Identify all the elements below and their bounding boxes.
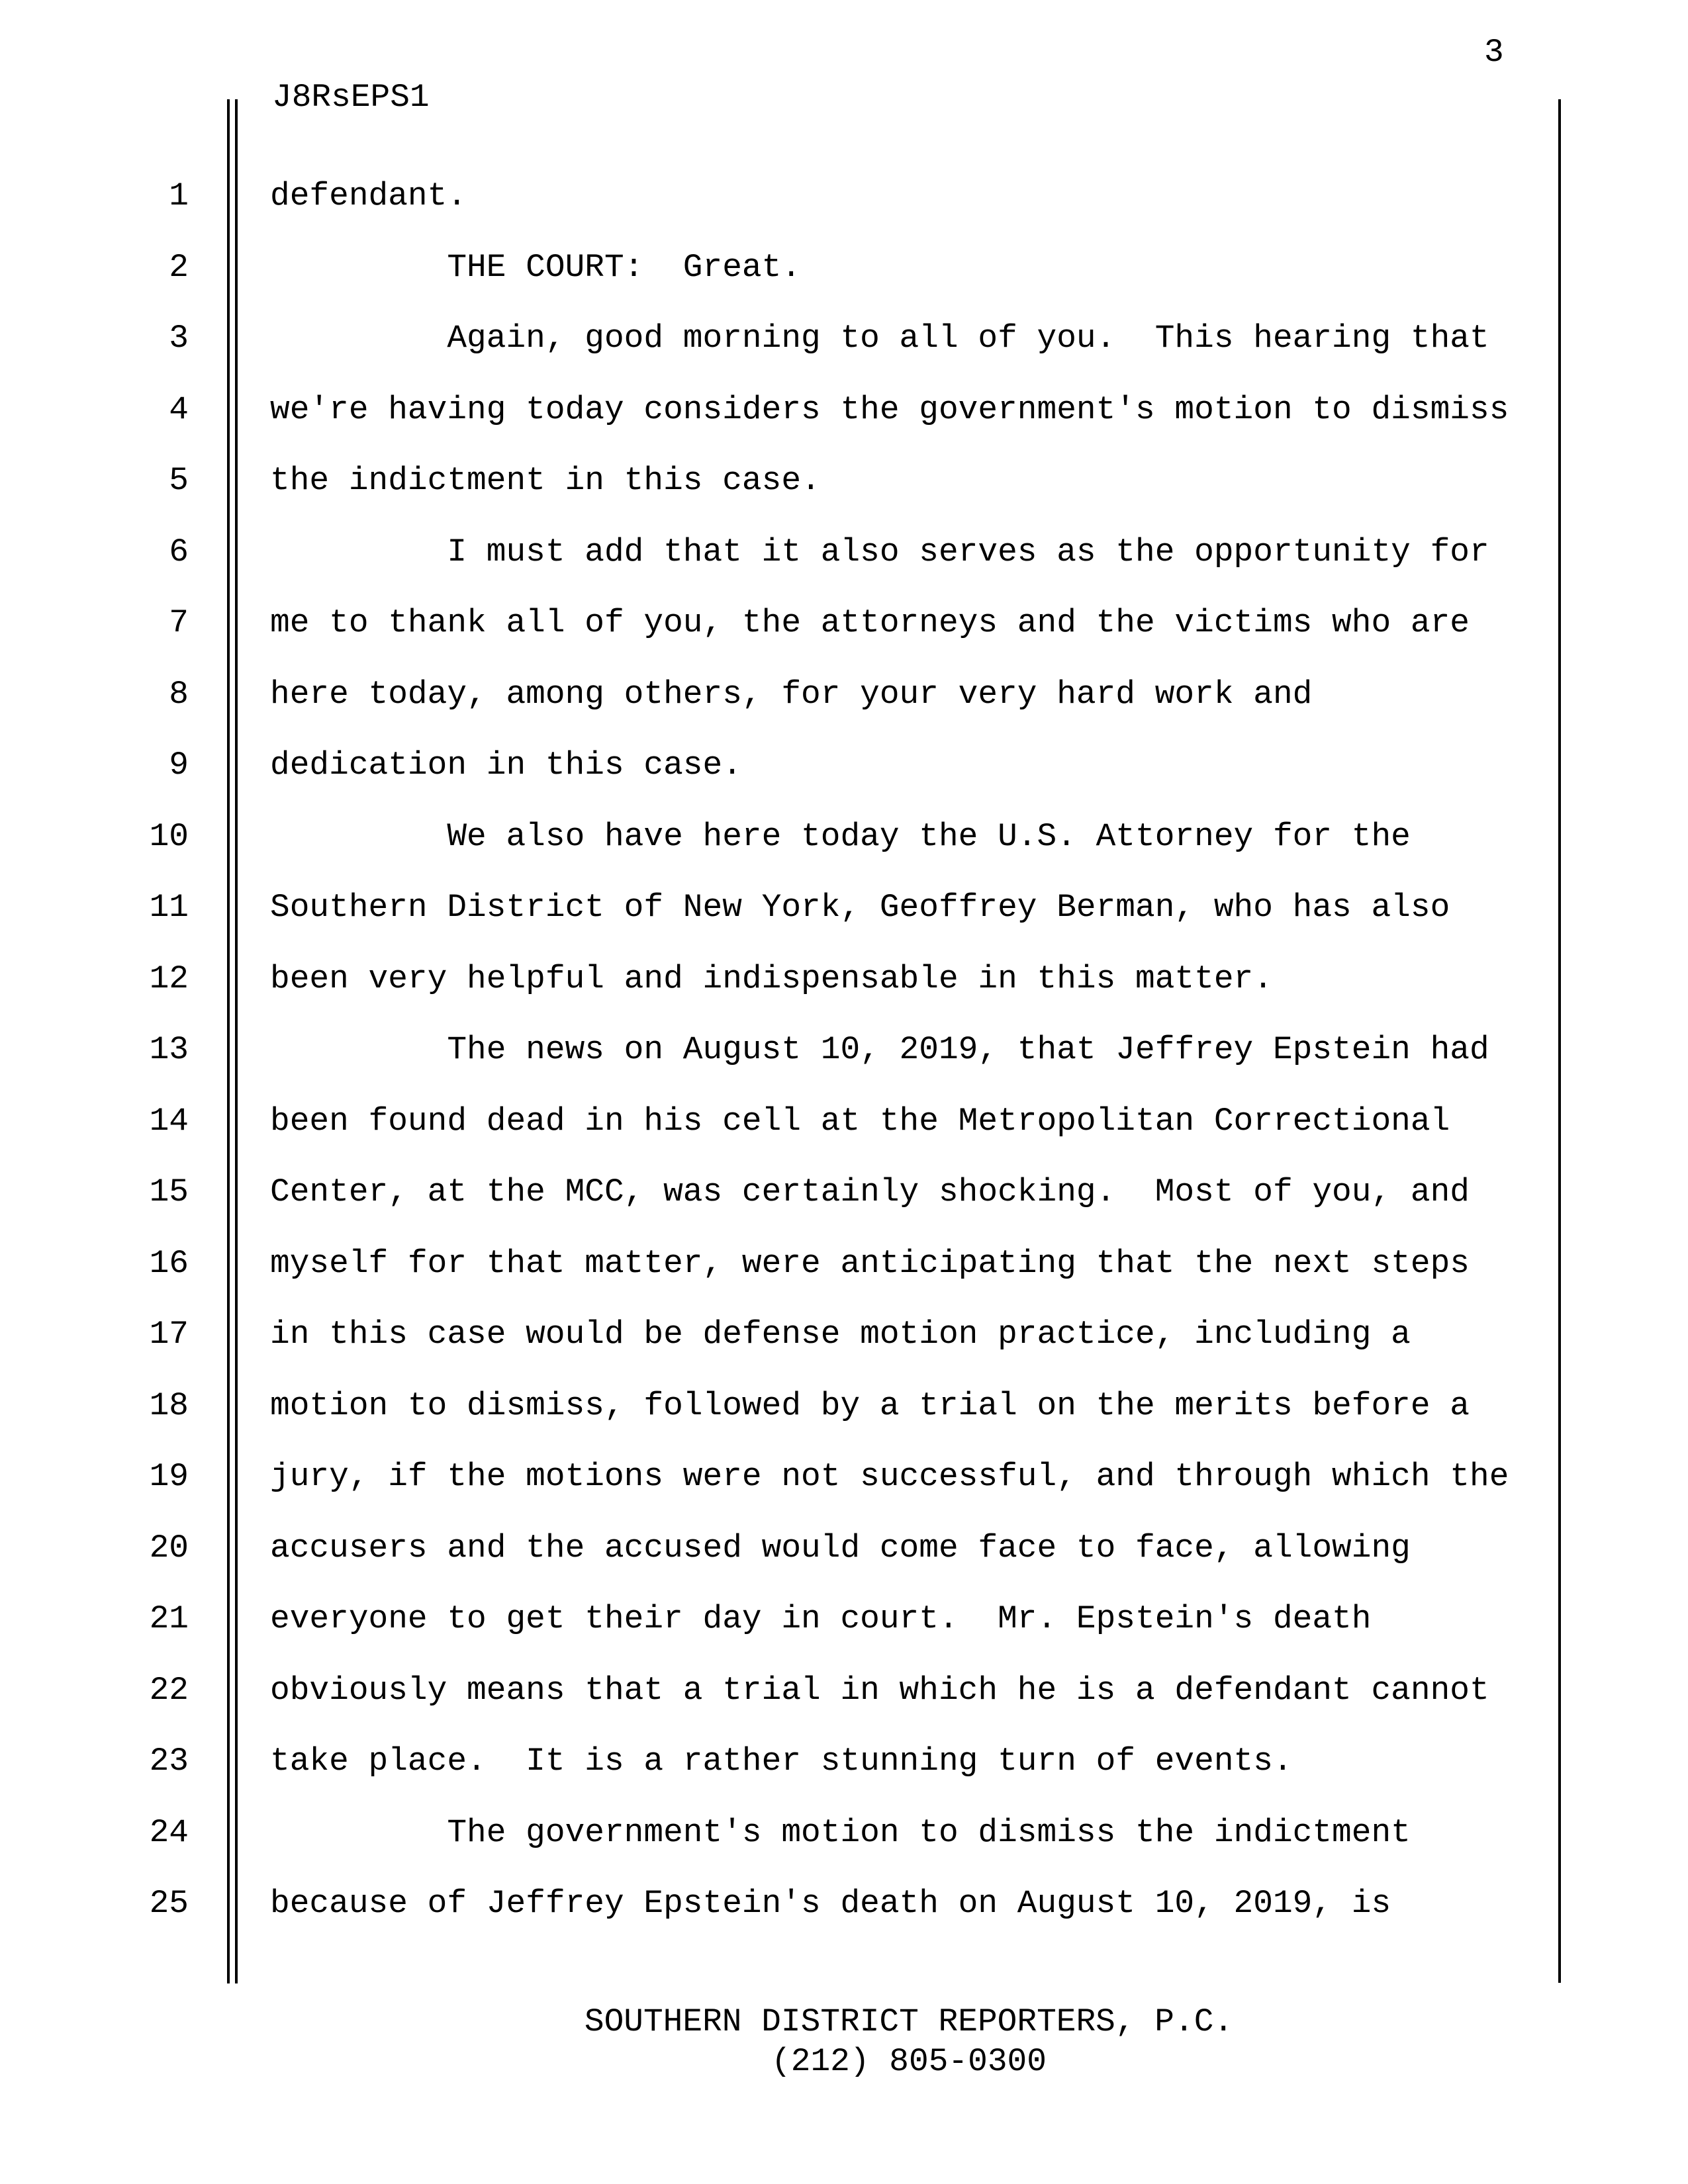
line-number: 19 <box>149 1458 189 1495</box>
line-number: 12 <box>149 960 189 997</box>
transcript-line <box>0 960 1688 1001</box>
line-text: The news on August 10, 2019, that Jeffrey Epstein had <box>270 1031 1489 1068</box>
line-number: 15 <box>149 1173 189 1210</box>
footer-reporter-name: SOUTHERN DISTRICT REPORTERS, P.C. <box>584 2003 1234 2040</box>
line-number: 6 <box>169 533 189 570</box>
line-number: 21 <box>149 1600 189 1637</box>
transcript-line <box>0 248 1688 289</box>
line-number: 25 <box>149 1885 189 1922</box>
line-text: obviously means that a trial in which he is a defendant cannot <box>270 1671 1489 1709</box>
transcript-line <box>0 1813 1688 1854</box>
transcript-line <box>0 1742 1688 1783</box>
line-number: 16 <box>149 1244 189 1282</box>
line-text: me to thank all of you, the attorneys and the victims who are <box>270 604 1470 641</box>
line-text: everyone to get their day in court. Mr. Epstein's death <box>270 1600 1372 1637</box>
line-number: 14 <box>149 1102 189 1140</box>
transcript-line <box>0 604 1688 645</box>
line-number: 8 <box>169 675 189 713</box>
line-text: because of Jeffrey Epstein's death on August 10, 2019, is <box>270 1885 1391 1922</box>
line-text: defendant. <box>270 177 467 214</box>
line-number: 18 <box>149 1387 189 1424</box>
line-number: 2 <box>169 248 189 286</box>
transcript-line <box>0 817 1688 858</box>
line-number: 13 <box>149 1031 189 1068</box>
line-text: THE COURT: Great. <box>270 248 802 286</box>
transcript-line <box>0 177 1688 218</box>
line-text: jury, if the motions were not successful, and through which the <box>270 1458 1509 1495</box>
line-number: 20 <box>149 1529 189 1567</box>
transcript-line <box>0 1244 1688 1285</box>
transcript-line <box>0 1600 1688 1641</box>
transcript-line <box>0 1529 1688 1570</box>
line-number: 23 <box>149 1743 189 1780</box>
line-number: 4 <box>169 390 189 428</box>
line-number: 24 <box>149 1813 189 1851</box>
line-text: motion to dismiss, followed by a trial on the merits before a <box>270 1387 1470 1424</box>
transcript-line <box>0 1457 1688 1498</box>
line-text: in this case would be defense motion practice, including a <box>270 1316 1411 1353</box>
footer-phone: (212) 805-0300 <box>771 2043 1047 2080</box>
line-text: Again, good morning to all of you. This hearing that <box>270 320 1489 357</box>
line-text: I must add that it also serves as the opportunity for <box>270 533 1489 570</box>
page-number: 3 <box>1484 34 1504 71</box>
transcript-line <box>0 1671 1688 1712</box>
line-text: The government's motion to dismiss the indictment <box>270 1813 1411 1851</box>
line-number: 22 <box>149 1671 189 1709</box>
line-text: Center, at the MCC, was certainly shocking. Most of you, and <box>270 1173 1470 1210</box>
transcript-header-id: J8RsEPS1 <box>272 79 430 116</box>
transcript-line <box>0 888 1688 929</box>
transcript-line <box>0 533 1688 574</box>
line-text: the indictment in this case. <box>270 462 821 499</box>
line-number: 17 <box>149 1316 189 1353</box>
transcript-line <box>0 1387 1688 1428</box>
transcript-line <box>0 675 1688 716</box>
transcript-line <box>0 746 1688 787</box>
line-number: 7 <box>169 604 189 641</box>
transcript-line <box>0 1173 1688 1214</box>
line-text: Southern District of New York, Geoffrey Berman, who has also <box>270 889 1450 926</box>
line-text: myself for that matter, were anticipating that the next steps <box>270 1244 1470 1282</box>
transcript-line <box>0 1102 1688 1143</box>
transcript-line <box>0 319 1688 360</box>
transcript-line <box>0 1315 1688 1356</box>
transcript-line <box>0 1030 1688 1071</box>
line-text: dedication in this case. <box>270 747 742 784</box>
line-text: we're having today considers the government's motion to dismiss <box>270 390 1509 428</box>
line-text: been found dead in his cell at the Metropolitan Correctional <box>270 1102 1450 1140</box>
line-number: 5 <box>169 462 189 499</box>
line-text: We also have here today the U.S. Attorney for the <box>270 817 1411 855</box>
line-number: 9 <box>169 747 189 784</box>
transcript-line <box>0 390 1688 432</box>
transcript-line <box>0 1884 1688 1925</box>
line-number: 11 <box>149 889 189 926</box>
line-number: 1 <box>169 177 189 214</box>
line-text: here today, among others, for your very hard work and <box>270 675 1313 713</box>
line-text: take place. It is a rather stunning turn of events. <box>270 1743 1293 1780</box>
line-text: accusers and the accused would come face to face, allowing <box>270 1529 1411 1567</box>
transcript-line <box>0 461 1688 502</box>
line-number: 3 <box>169 320 189 357</box>
line-text: been very helpful and indispensable in this matter. <box>270 960 1273 997</box>
line-number: 10 <box>149 817 189 855</box>
